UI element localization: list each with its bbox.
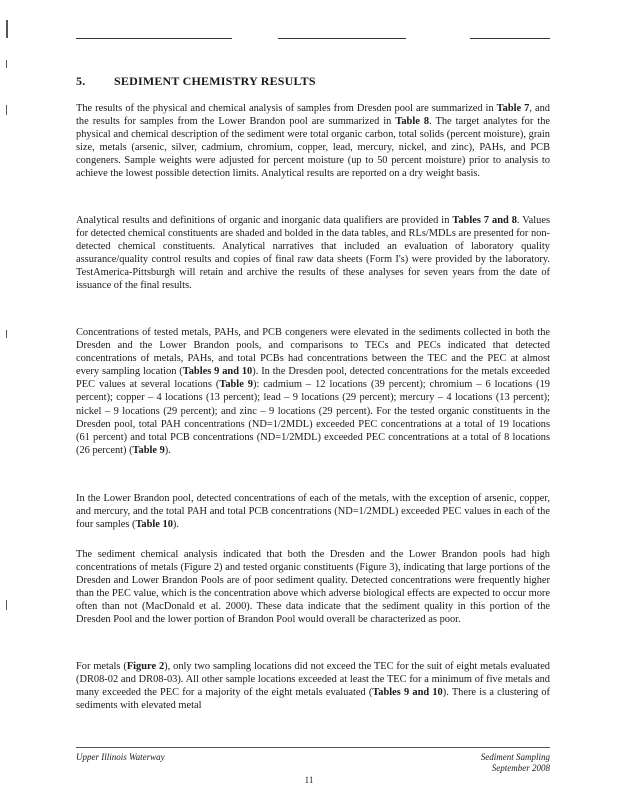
scan-margin-mark xyxy=(6,105,7,115)
scan-margin-mark xyxy=(6,330,7,338)
footer-document-title: Upper Illinois Waterway xyxy=(76,752,165,762)
footer-report-info xyxy=(481,752,550,774)
paragraph-1 xyxy=(76,102,550,181)
paragraph-text: ). There is a clustering of sediments with elevated metal xyxy=(76,687,551,712)
paragraph-text: Concentrations of tested metals, PAHs, and PCB congeners were elevated in the sediments collected in both the Dresden and the Lower Brandon pools, and comparisons to TECs and PECs indicated that detected concentrations of metals, PAHs, and total PCBs had concentrations between the TEC and the PEC at almost every sampling location ( xyxy=(76,327,550,378)
page-number: 11 xyxy=(304,775,314,785)
scan-margin-mark xyxy=(6,20,8,38)
scan-margin-mark xyxy=(6,600,7,610)
table-reference: Tables 7 and 8 xyxy=(452,215,517,226)
header-rule-right xyxy=(470,38,550,39)
paragraph-text: In the Lower Brandon pool, detected concentrations of each of the metals, with the exception of arsenic, copper, and mercury, and the total PAH and total PCB concentrations (ND=1/2MDL) exceeded PEC values in each of the four samples ( xyxy=(76,493,550,531)
paragraph-4 xyxy=(76,492,550,531)
paragraph-text: ). xyxy=(172,519,179,531)
table-reference: Tables 9 and 10 xyxy=(372,687,443,699)
paragraph-text: ): cadmium – 12 locations (39 percent); chromium – 6 locations (19 percent); copper – 4 locations (13 percent); lead – 9 locations (29 percent); mercury – 4 locations (13 percent); nickel – 9 locations (29 percent); and zinc – 9 locations (29 percent). For the tested organic constituents in the Dresden pool, total PAH concentrations (ND=1/2MDL) exceeded PEC concentrations at a total of 19 locations (61 percent) and total PCB concentrations (ND=1/2MDL) exceeded PEC concentrations at a total of 8 locations (26 percent) ( xyxy=(76,379,551,456)
table-reference: Table 9 xyxy=(132,444,165,456)
paragraph-text: ). xyxy=(164,444,171,456)
paragraph-2 xyxy=(76,214,550,293)
paragraph-5 xyxy=(76,548,550,627)
header-rule-center xyxy=(278,38,406,39)
paragraph-3 xyxy=(76,326,550,457)
paragraph-text: ). In the Dresden pool, detected concentrations for the metals exceeded PEC values at several locations ( xyxy=(76,366,551,391)
paragraph-text: . Values for detected chemical constituents are shaded and bolded in the data tables, and RLs/MDLs are presented for non-detected chemical constituents. Analytical narratives that included an evaluation of laboratory quality assurance/quality control results and copies of final raw data sheets (Form I's) were provided by the laboratory. TestAmerica-Pittsburgh will retain and archive the results of these analyses for seven years from the date of issuance of the final results. xyxy=(76,215,551,292)
paragraph-text: Analytical results and definitions of organic and inorganic data qualifiers are provided in xyxy=(76,215,453,226)
paragraph-text: ), only two sampling locations did not exceed the TEC for the suit of eight metals evaluated (DR08-02 and DR08-03). All other sample locations exceeded at least the TEC for a minimum of five metals and many exceeded the PEC for a majority of the eight metals evaluated ( xyxy=(76,661,550,699)
paragraph-text: For metals ( xyxy=(76,661,127,672)
table-reference: Table 10 xyxy=(135,519,173,531)
paragraph-text: . The target analytes for the physical and chemical description of the sediment were total organic carbon, total solids (percent moisture), grain size, metals (arsenic, silver, cadmium, chromium, copper, lead, mercury, nickel, and zinc), PAHs, and PCB congeners. Sample weights were adjusted for percent moisture (up to 50 percent moisture) prior to analysis to achieve the lowest possible detection limits. Analytical results are reported on a dry weight basis. xyxy=(76,116,551,180)
paragraph-text: The results of the physical and chemical analysis of samples from Dresden pool are summarized in xyxy=(76,103,497,114)
paragraph-text: , and the results for samples from the Lower Brandon pool are summarized in xyxy=(76,103,550,128)
section-heading xyxy=(76,74,316,89)
scan-margin-mark xyxy=(6,60,7,68)
section-title: SEDIMENT CHEMISTRY RESULTS xyxy=(114,74,316,88)
footer-report-title: Sediment Sampling xyxy=(480,752,550,762)
figure-reference: Figure 2 xyxy=(126,661,165,672)
table-reference: Tables 9 and 10 xyxy=(182,366,253,378)
table-reference: Table 8 xyxy=(395,116,430,128)
paragraph-6 xyxy=(76,660,550,712)
footer-report-date: September 2008 xyxy=(491,763,550,773)
paragraph-text: The sediment chemical analysis indicated that both the Dresden and the Lower Brandon pools had high concentrations of metals (Figure 2) and tested organic constituents (Figure 3), indicating that large portions of the Dresden and Lower Brandon Pools are of poor sediment quality. Detected concentrations were frequently higher than the PEC value, which is the concentration above which adverse biological effects are expected to occur more often than not (MacDonald et al. 2000). These data indicate that the sediment quality in this portion of the Dresden Pool and the lower portion of Brandon Pool would overall be characterized as poor. xyxy=(76,549,550,626)
header-rule-left xyxy=(76,38,232,39)
table-reference: Table 9 xyxy=(219,379,253,391)
table-reference: Table 7 xyxy=(496,103,530,114)
footer-rule xyxy=(76,747,550,748)
section-number: 5. xyxy=(76,74,86,88)
